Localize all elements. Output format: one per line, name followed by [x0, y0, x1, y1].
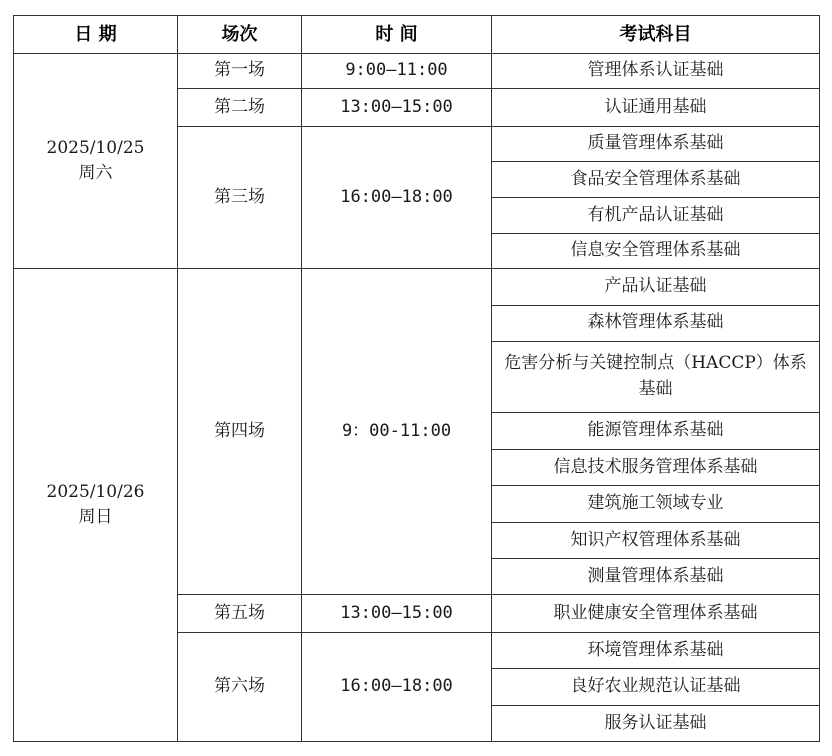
- session-6: 第六场: [178, 632, 302, 741]
- time-session-1: 9:00—11:00: [302, 54, 492, 89]
- subject-cell: 质量管理体系基础: [492, 126, 820, 161]
- subject-cell: 建筑施工领域专业: [492, 486, 820, 522]
- time-session-4: 9：00-11:00: [302, 269, 492, 595]
- header-subject: 考试科目: [492, 16, 820, 54]
- subject-cell: 森林管理体系基础: [492, 305, 820, 341]
- subject-cell: 信息安全管理体系基础: [492, 233, 820, 268]
- time-session-6: 16:00—18:00: [302, 632, 492, 741]
- header-time: 时 间: [302, 16, 492, 54]
- session-4: 第四场: [178, 269, 302, 595]
- subject-cell: 职业健康安全管理体系基础: [492, 595, 820, 632]
- subject-cell: 知识产权管理体系基础: [492, 522, 820, 558]
- session-3: 第三场: [178, 126, 302, 268]
- subject-cell: 危害分析与关键控制点（HACCP）体系基础: [492, 341, 820, 412]
- time-session-2: 13:00—15:00: [302, 89, 492, 126]
- time-session-5: 13:00—15:00: [302, 595, 492, 632]
- date-cell-day1: [14, 54, 178, 269]
- subject-cell: 环境管理体系基础: [492, 632, 820, 668]
- subject-cell: 服务认证基础: [492, 705, 820, 741]
- table-row: [14, 54, 820, 89]
- header-date: 日 期: [14, 16, 178, 54]
- weekday-day1: 周六: [78, 163, 113, 184]
- header-row: [14, 16, 820, 54]
- subject-cell: 认证通用基础: [492, 89, 820, 126]
- table-row: [14, 269, 820, 305]
- subject-cell: 信息技术服务管理体系基础: [492, 449, 820, 485]
- subject-cell: 能源管理体系基础: [492, 412, 820, 449]
- date-cell-day2: [14, 269, 178, 742]
- session-2: 第二场: [178, 89, 302, 126]
- subject-cell: 管理体系认证基础: [492, 54, 820, 89]
- session-5: 第五场: [178, 595, 302, 632]
- exam-schedule-table: [13, 15, 820, 742]
- subject-cell: 测量管理体系基础: [492, 559, 820, 595]
- header-session: 场次: [178, 16, 302, 54]
- weekday-day2: 周日: [78, 507, 113, 528]
- time-session-3: 16:00—18:00: [302, 126, 492, 268]
- session-1: 第一场: [178, 54, 302, 89]
- date-day2: 2025/10/26: [46, 481, 145, 502]
- subject-cell: 食品安全管理体系基础: [492, 162, 820, 198]
- date-day1: 2025/10/25: [46, 137, 145, 158]
- subject-cell: 有机产品认证基础: [492, 198, 820, 233]
- subject-cell: 良好农业规范认证基础: [492, 669, 820, 705]
- subject-cell: 产品认证基础: [492, 269, 820, 305]
